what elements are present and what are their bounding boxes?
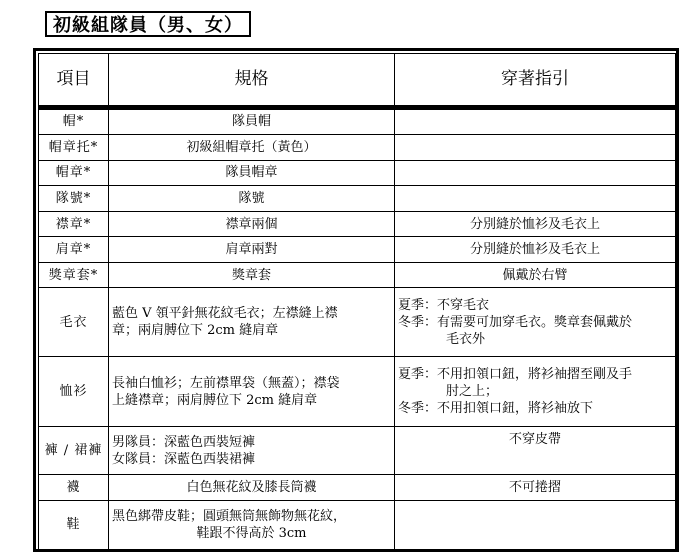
table-row-collar-badge (39, 211, 676, 237)
table-row-shirt (39, 356, 676, 426)
spec-line: 鞋跟不得高於 3cm (196, 525, 307, 541)
row-guide: 分別縫於恤衫及毛衣上 (395, 237, 676, 263)
row-spec: 白色無花紋及膝長筒襪 (109, 475, 395, 501)
guide-line: 夏季：不用扣領口鈕，將衫袖摺至剛及手 (398, 367, 633, 383)
row-item: 襪 (39, 475, 109, 501)
row-item: 帽章* (39, 160, 109, 186)
spec-line: 男隊員：深藍色西裝短褲 (112, 434, 256, 450)
row-item: 鞋 (39, 500, 109, 549)
header-guide: 穿著指引 (395, 54, 676, 107)
row-spec (109, 356, 395, 426)
row-spec: 肩章兩對 (109, 237, 395, 263)
row-item: 毛衣 (39, 288, 109, 356)
spec-line: 章；兩肩膊位下 2cm 縫肩章 (112, 323, 279, 339)
row-guide (395, 109, 676, 135)
row-spec (109, 427, 395, 475)
row-item: 帽* (39, 109, 109, 135)
row-item: 隊號* (39, 186, 109, 212)
document-title: 初級組隊員（男、女） (45, 11, 251, 37)
table-row-hat (39, 109, 676, 135)
table-row-team-number (39, 186, 676, 212)
guide-line: 肘之上； (446, 384, 499, 400)
table-row-badge-sleeve (39, 262, 676, 288)
row-guide (395, 135, 676, 161)
row-guide (395, 186, 676, 212)
row-item: 恤衫 (39, 356, 109, 426)
row-spec: 隊號 (109, 186, 395, 212)
row-spec: 隊員帽章 (109, 160, 395, 186)
row-item: 獎章套* (39, 262, 109, 288)
table-row-sweater (39, 288, 676, 356)
guide-line: 夏季：不穿毛衣 (398, 297, 490, 313)
row-item: 帽章托* (39, 135, 109, 161)
table-row-hat-badge-holder (39, 135, 676, 161)
row-guide: 分別縫於恤衫及毛衣上 (395, 211, 676, 237)
header-spec: 規格 (109, 54, 395, 107)
uniform-spec-table (38, 53, 676, 550)
row-guide (395, 288, 676, 356)
row-spec: 獎章套 (109, 262, 395, 288)
guide-line: 毛衣外 (446, 331, 486, 347)
row-guide (395, 500, 676, 549)
spec-line: 黑色綁帶皮鞋；圓頭無筒無飾物無花紋， (112, 508, 347, 524)
spec-line: 女隊員：深藍色西裝裙褲 (112, 451, 256, 467)
table-row-hat-badge (39, 160, 676, 186)
row-guide: 佩戴於右臂 (395, 262, 676, 288)
table-row-trousers (39, 427, 676, 475)
row-guide: 不穿皮帶 (395, 427, 676, 475)
table-header-row (39, 54, 676, 107)
table-row-socks (39, 475, 676, 501)
row-guide (395, 160, 676, 186)
spec-line: 藍色 V 領平針無花紋毛衣；左襟縫上襟 (112, 306, 338, 322)
spec-line: 上縫襟章；兩肩膊位下 2cm 縫肩章 (112, 392, 318, 408)
guide-line: 冬季：有需要可加穿毛衣。獎章套佩戴於 (398, 314, 633, 330)
row-spec: 隊員帽 (109, 109, 395, 135)
row-spec (109, 500, 395, 549)
row-spec: 初級組帽章托（黃色） (109, 135, 395, 161)
row-item: 襟章* (39, 211, 109, 237)
header-item: 項目 (39, 54, 109, 107)
guide-line: 冬季：不用扣領口鈕，將衫袖放下 (398, 401, 594, 417)
row-spec: 襟章兩個 (109, 211, 395, 237)
row-spec (109, 288, 395, 356)
row-item: 肩章* (39, 237, 109, 263)
row-guide: 不可捲摺 (395, 475, 676, 501)
row-item: 褲 / 裙褲 (39, 427, 109, 475)
table-row-shoes (39, 500, 676, 549)
row-guide (395, 356, 676, 426)
table-row-epaulette (39, 237, 676, 263)
spec-line: 長袖白恤衫；左前襟單袋（無蓋）；襟袋 (112, 375, 340, 391)
